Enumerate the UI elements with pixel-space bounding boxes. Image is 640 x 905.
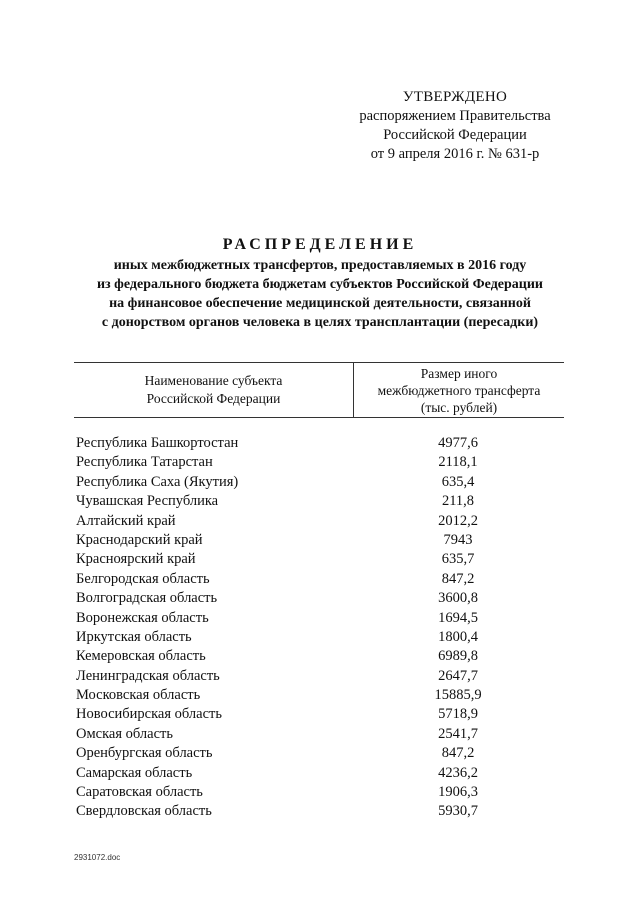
transfer-amount: 6989,8 xyxy=(438,648,478,665)
column-header-amount xyxy=(353,363,564,417)
subject-name: Красноярский край xyxy=(76,551,196,568)
subject-name: Оренбургская область xyxy=(76,745,213,762)
subject-name: Московская область xyxy=(76,687,201,704)
subject-name: Новосибирская область xyxy=(76,706,222,723)
subject-name: Краснодарский край xyxy=(76,531,203,548)
subject-name: Воронежская область xyxy=(76,609,209,626)
title-main: РАСПРЕДЕЛЕНИЕ xyxy=(222,236,418,253)
column-header-amount-line-1: Размер иного xyxy=(420,365,498,381)
transfer-amount: 4236,2 xyxy=(438,764,478,781)
approval-line-3: от 9 апреля 2016 г. № 631-р xyxy=(370,146,540,162)
table-row xyxy=(74,492,564,511)
subject-name: Ленинградская область xyxy=(76,667,220,684)
transfer-amount: 3600,8 xyxy=(438,590,478,607)
approval-heading: УТВЕРЖДЕНО xyxy=(402,89,508,105)
transfer-amount: 2118,1 xyxy=(438,454,478,471)
transfer-amount: 5930,7 xyxy=(438,803,478,820)
table-row xyxy=(74,783,564,802)
table-row xyxy=(74,473,564,492)
subject-name: Алтайский край xyxy=(76,512,176,529)
table-row xyxy=(74,667,564,686)
table-row xyxy=(74,589,564,608)
transfer-amount: 2012,2 xyxy=(438,512,478,529)
table-row xyxy=(74,628,564,647)
transfer-amount: 847,2 xyxy=(441,570,475,587)
transfer-amount: 15885,9 xyxy=(434,687,482,704)
column-header-subject-line-1: Наименование субъекта xyxy=(144,373,283,388)
transfer-amount: 211,8 xyxy=(441,493,475,510)
column-header-subject-line-2: Российской Федерации xyxy=(146,391,281,406)
subject-name: Иркутская область xyxy=(76,628,192,645)
transfer-amount: 635,4 xyxy=(441,473,475,490)
approval-line-2: Российской Федерации xyxy=(383,127,527,143)
subject-name: Республика Башкортостан xyxy=(76,435,239,451)
table-row xyxy=(74,570,564,589)
table-body xyxy=(74,434,564,822)
transfer-amount: 5718,9 xyxy=(438,706,478,723)
table-row xyxy=(74,725,564,744)
subject-name: Свердловская область xyxy=(76,803,212,820)
title-line-4: с донорством органов человека в целях трансплантации (пересадки) xyxy=(101,315,539,330)
subject-name: Кемеровская область xyxy=(76,648,206,665)
transfer-amount: 1694,5 xyxy=(438,609,478,626)
transfer-amount: 1906,3 xyxy=(438,784,478,801)
subject-name: Чувашская Республика xyxy=(76,493,219,510)
approval-stamp xyxy=(330,88,580,164)
title-line-1: иных межбюджетных трансфертов, предоставляемых в 2016 году xyxy=(113,258,527,273)
table-row xyxy=(74,802,564,821)
subject-name: Омская область xyxy=(76,725,173,742)
transfer-amount: 7943 xyxy=(443,531,473,548)
subject-name: Республика Саха (Якутия) xyxy=(76,473,239,490)
column-header-amount-line-2: межбюджетного трансферта xyxy=(377,382,541,398)
table-row xyxy=(74,764,564,783)
transfer-amount: 847,2 xyxy=(441,745,475,762)
file-name: 2931072.doc xyxy=(74,853,121,862)
table-row xyxy=(74,453,564,472)
table-row xyxy=(74,434,564,453)
approval-line-1: распоряжением Правительства xyxy=(359,108,551,124)
title-line-3: на финансовое обеспечение медицинской деятельности, связанной xyxy=(109,296,531,311)
subject-name: Республика Татарстан xyxy=(76,454,213,471)
subject-name: Саратовская область xyxy=(76,784,203,801)
column-header-subject xyxy=(74,363,353,417)
column-header-amount-line-3: (тыс. рублей) xyxy=(420,399,498,415)
table-row xyxy=(74,609,564,628)
table-row xyxy=(74,647,564,666)
title-line-2: из федерального бюджета бюджетам субъектов Российской Федерации xyxy=(96,277,543,292)
document-title xyxy=(40,236,600,332)
table-row xyxy=(74,705,564,724)
transfer-amount: 1800,4 xyxy=(438,628,478,645)
table-row xyxy=(74,550,564,569)
table-row xyxy=(74,531,564,550)
transfer-amount: 4977,6 xyxy=(438,435,478,451)
table-row xyxy=(74,744,564,763)
table-header xyxy=(74,362,564,418)
table-row xyxy=(74,686,564,705)
table-row xyxy=(74,512,564,531)
transfer-amount: 2647,7 xyxy=(438,667,478,684)
subject-name: Белгородская область xyxy=(76,570,210,587)
transfer-amount: 2541,7 xyxy=(438,725,478,742)
subject-name: Волгоградская область xyxy=(76,590,218,607)
transfer-amount: 635,7 xyxy=(441,551,475,568)
subject-name: Самарская область xyxy=(76,764,193,781)
